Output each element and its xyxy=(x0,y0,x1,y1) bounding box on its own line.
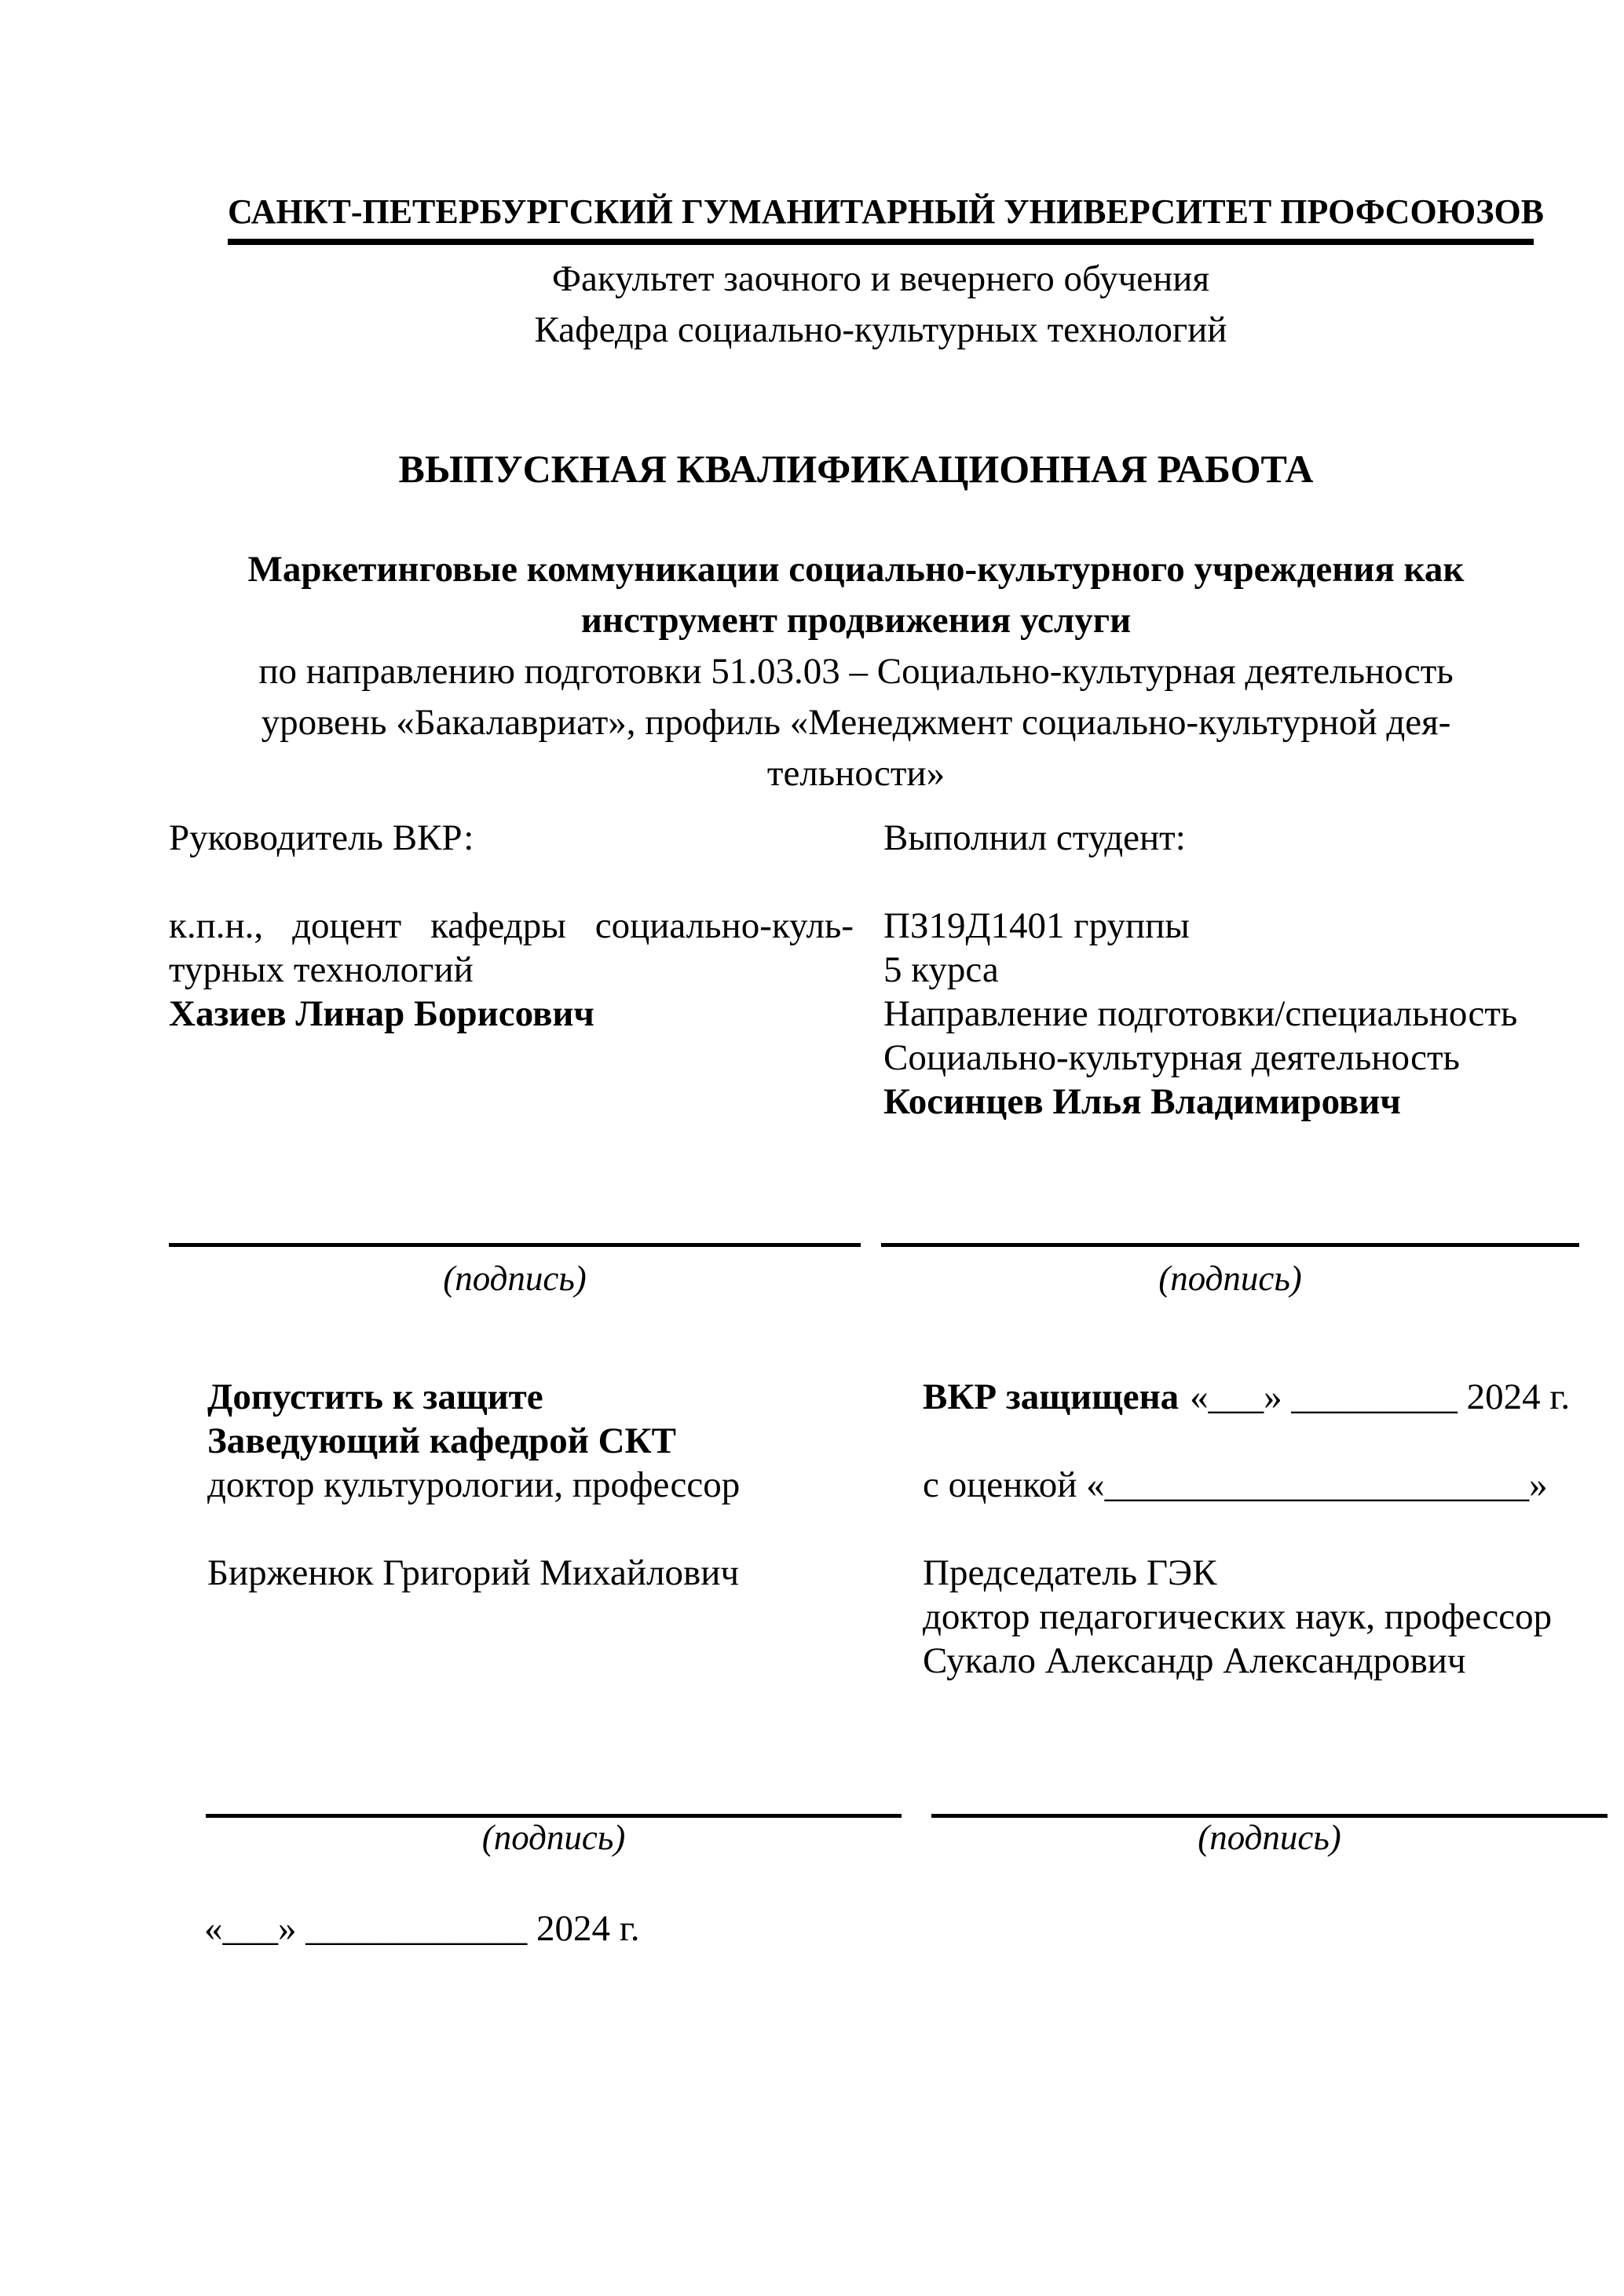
program-direction-line: по направлению подготовки 51.03.03 – Социально-культурная деятельность xyxy=(258,651,1454,692)
supervisor-signature-caption: (подпись) xyxy=(443,1259,587,1298)
student-label: Выполнил студент: xyxy=(883,817,1186,858)
header-rule xyxy=(228,239,1534,245)
department-line: Кафедра социально-культурных технологий xyxy=(534,309,1227,350)
program-level-line-1: уровень «Бакалавриат», профиль «Менеджмент социально-культурной дея- xyxy=(261,702,1451,743)
student-course: 5 курса xyxy=(883,949,999,990)
admission-date-line: «___» ____________ 2024 г. xyxy=(204,1908,640,1949)
thesis-title-line-1: Маркетинговые коммуникации социально-культурного учреждения как xyxy=(247,549,1465,590)
department-head-signature-caption: (подпись) xyxy=(481,1818,626,1857)
student-signature-caption: (подпись) xyxy=(1158,1259,1302,1298)
spacer xyxy=(923,1419,1624,1463)
supervisor-signature-line xyxy=(169,1243,861,1247)
department-head-title-line: Заведующий кафедрой СКТ xyxy=(207,1420,676,1461)
student-name: Косинцев Илья Владимирович xyxy=(883,1081,1401,1122)
supervisor-name: Хазиев Линар Борисович xyxy=(169,993,594,1034)
work-type-title: ВЫПУСКНАЯ КВАЛИФИКАЦИОННАЯ РАБОТА xyxy=(398,447,1314,491)
supervisor-label: Руководитель ВКР: xyxy=(169,817,474,858)
defense-date-blank: «___» _________ 2024 г. xyxy=(1190,1377,1571,1417)
gec-chairman-signature-caption: (подпись) xyxy=(1198,1818,1341,1857)
gec-chairman-name: Сукало Александр Александрович xyxy=(923,1640,1466,1681)
program-level-line-2: тельности» xyxy=(766,753,946,794)
gec-chairman-degree: доктор педагогических наук, профессор xyxy=(923,1596,1553,1637)
student-direction-label: Направление подготовки/специальность xyxy=(883,993,1518,1034)
admit-to-defense-line: Допустить к защите xyxy=(207,1377,543,1417)
supervisor-position-line-2: турных технологий xyxy=(169,949,474,990)
student-signature-line xyxy=(881,1243,1579,1247)
university-name: САНКТ-ПЕТЕРБУРГСКИЙ ГУМАНИТАРНЫЙ УНИВЕРСИТЕТ ПРОФСОЮЗОВ xyxy=(228,192,1545,231)
department-head-name: Бирженюк Григорий Михайлович xyxy=(207,1552,740,1593)
admission-block xyxy=(207,1375,891,1595)
supervisor-position-line-1: к.п.н., доцент кафедры социально-куль- xyxy=(169,905,854,946)
defense-status-label: ВКР защищена xyxy=(923,1377,1180,1417)
defense-status-line xyxy=(923,1375,1624,1419)
faculty-line: Факультет заочного и вечернего обучения xyxy=(551,258,1210,299)
gec-chairman-label: Председатель ГЭК xyxy=(923,1552,1217,1593)
spacer xyxy=(207,1507,891,1551)
spacer xyxy=(923,1507,1624,1551)
thesis-title-line-2: инструмент продвижения услуги xyxy=(580,600,1132,641)
student-block xyxy=(883,816,1590,1124)
spacer xyxy=(169,860,854,904)
student-group: ПЗ19Д1401 группы xyxy=(883,905,1190,946)
supervisor-block xyxy=(169,816,854,1036)
spacer xyxy=(883,860,1590,904)
defense-block xyxy=(923,1375,1624,1683)
grade-blank-line: с оценкой «_______________________» xyxy=(923,1464,1548,1505)
student-direction: Социально-культурная деятельность xyxy=(883,1037,1460,1078)
department-head-degree-line: доктор культурологии, профессор xyxy=(207,1464,741,1505)
